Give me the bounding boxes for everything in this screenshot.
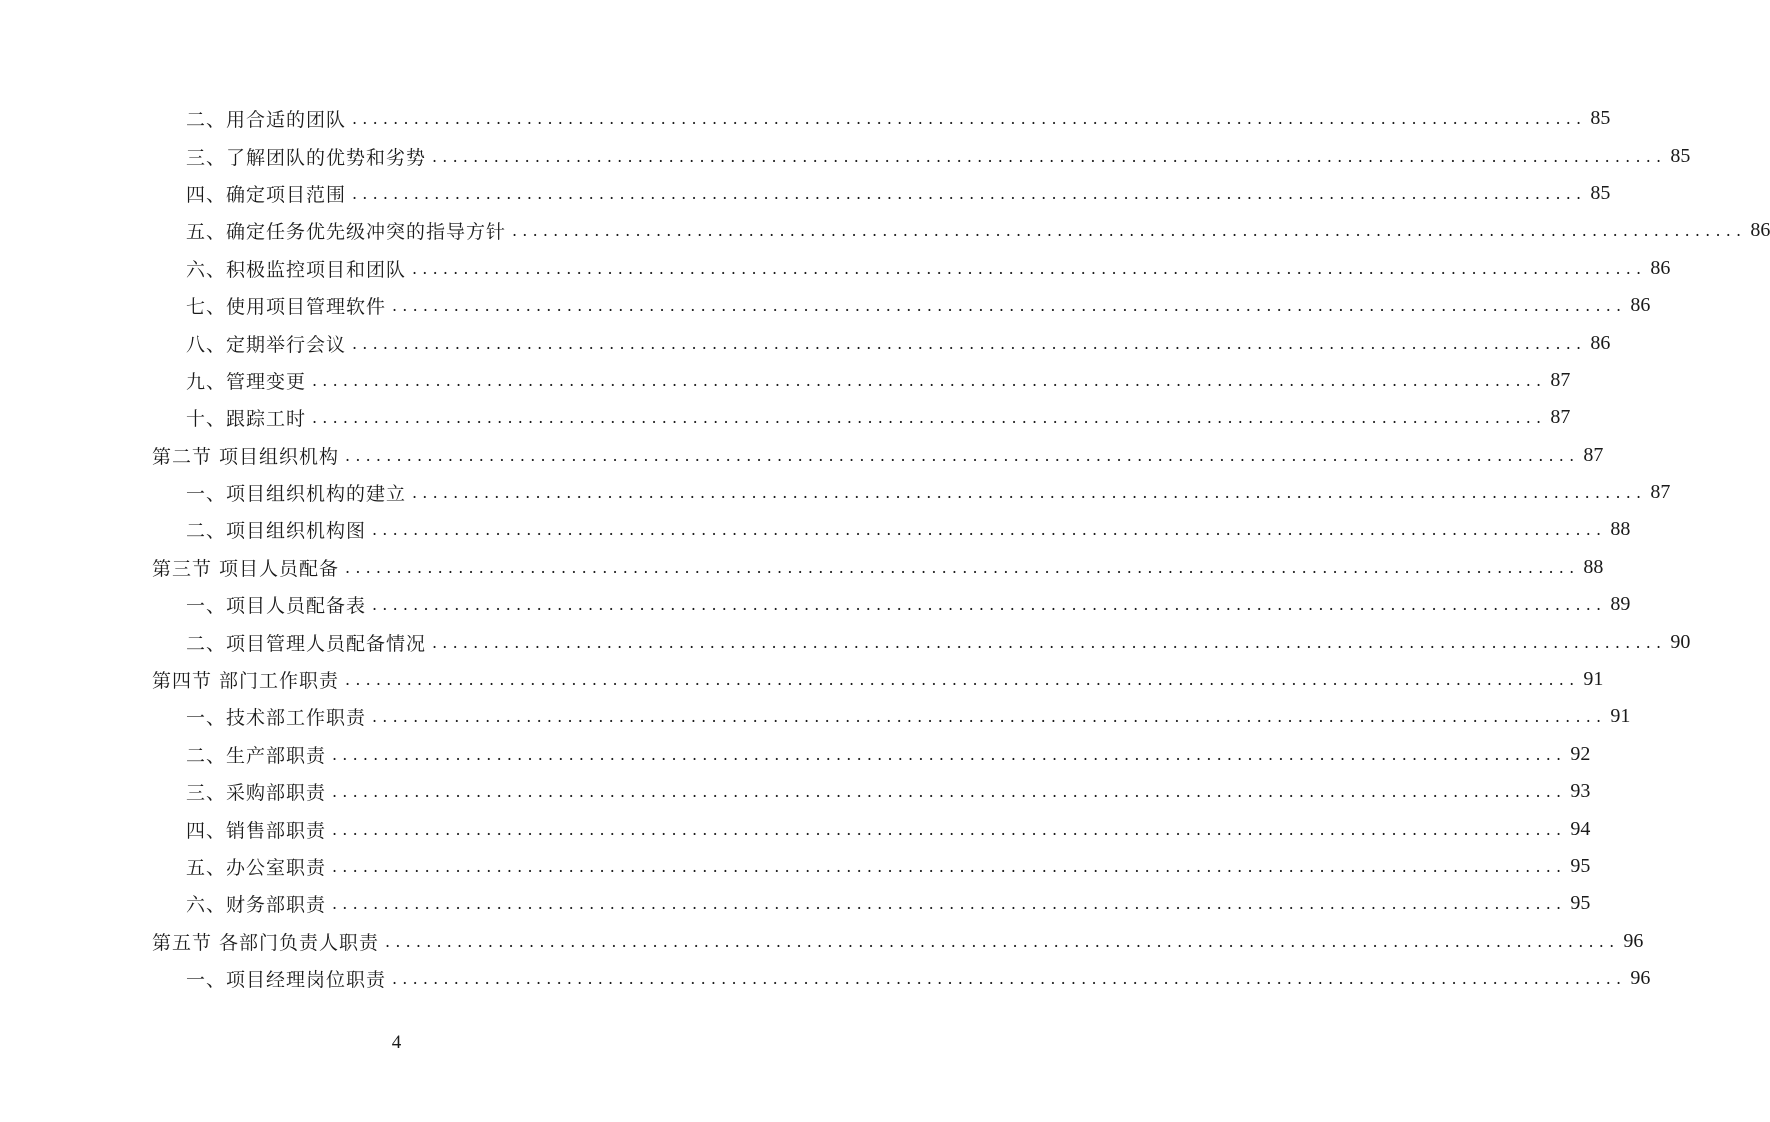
toc-entry-label: 第五节 各部门负责人职责 [152, 931, 380, 954]
toc-entry[interactable] [0, 885, 1591, 922]
toc-dot-leader: ........................................................................................................................ [345, 557, 1580, 577]
toc-dot-leader: ........................................................................................................................ [392, 969, 1627, 989]
toc-entry-label: 四、销售部职责 [186, 819, 327, 842]
toc-entry-page: 85 [1590, 107, 1611, 130]
toc-dot-leader: ........................................................................................................................ [432, 632, 1667, 652]
toc-entry[interactable] [0, 474, 1671, 511]
toc-section-entry[interactable] [0, 923, 1644, 960]
toc-entry-label: 三、了解团队的优势和劣势 [186, 146, 427, 169]
toc-entry-page: 85 [1670, 144, 1691, 167]
toc-entry[interactable] [0, 287, 1651, 324]
toc-entry-label: 七、使用项目管理软件 [186, 296, 387, 319]
toc-dot-leader: ........................................................................................................................ [345, 445, 1580, 465]
toc-entry-page: 94 [1570, 817, 1591, 840]
toc-entry-label: 六、积极监控项目和团队 [186, 258, 407, 281]
toc-section-entry[interactable] [0, 437, 1604, 474]
toc-dot-leader: ........................................................................................................................ [352, 333, 1587, 353]
toc-entry-page: 88 [1583, 555, 1604, 578]
toc-entry-page: 87 [1550, 406, 1571, 429]
toc-entry[interactable] [0, 399, 1571, 436]
toc-entry-page: 88 [1610, 518, 1631, 541]
toc-dot-leader: ........................................................................................................................ [332, 744, 1567, 764]
toc-section-entry[interactable] [0, 661, 1604, 698]
toc-dot-leader: ........................................................................................................................ [432, 146, 1667, 166]
toc-entry-page: 89 [1610, 593, 1631, 616]
toc-dot-leader: ........................................................................................................................ [385, 931, 1620, 951]
toc-entry-page: 86 [1650, 256, 1671, 279]
toc-entry-label: 第二节 项目组织机构 [152, 445, 340, 468]
toc-entry-page: 87 [1550, 368, 1571, 391]
toc-entry-page: 93 [1570, 780, 1591, 803]
toc-entry-label: 五、确定任务优先级冲突的指导方针 [186, 221, 507, 244]
toc-entry-label: 五、办公室职责 [186, 857, 327, 879]
toc-entry-page: 86 [1750, 219, 1770, 242]
toc-entry-label: 第四节 部门工作职责 [152, 670, 340, 693]
toc-entry[interactable] [0, 175, 1611, 212]
toc-dot-leader: ........................................................................................................................ [412, 483, 1647, 503]
toc-entry[interactable] [0, 250, 1671, 287]
toc-entry[interactable] [0, 586, 1631, 623]
toc-entry[interactable] [0, 623, 1691, 660]
toc-entry[interactable] [0, 324, 1611, 361]
toc-entry-label: 二、项目组织机构图 [186, 520, 367, 543]
toc-entry-page: 86 [1590, 331, 1611, 354]
toc-entry[interactable] [0, 810, 1591, 847]
toc-entry-label: 六、财务部职责 [186, 894, 327, 917]
toc-entry-label: 一、项目经理岗位职责 [186, 969, 387, 992]
toc-entry-label: 十、跟踪工时 [186, 408, 307, 431]
toc-entry-label: 第三节 项目人员配备 [152, 557, 340, 580]
toc-section-entry[interactable] [0, 549, 1604, 586]
toc-entry-page: 90 [1670, 630, 1691, 653]
toc-dot-leader: ........................................................................................................................ [352, 109, 1587, 129]
toc-dot-leader: ........................................................................................................................ [352, 183, 1587, 203]
page-number: 4 [391, 1032, 402, 1053]
toc-entry[interactable] [0, 960, 1651, 997]
toc-entry-label: 二、生产部职责 [186, 744, 327, 767]
toc-dot-leader: ........................................................................................................................ [332, 857, 1567, 876]
toc-entry-page: 95 [1570, 855, 1591, 877]
toc-entry-page: 86 [1630, 294, 1651, 317]
toc-dot-leader: ........................................................................................................................ [332, 819, 1567, 839]
toc-dot-leader: ........................................................................................................................ [332, 782, 1567, 802]
toc-dot-leader: ........................................................................................................................ [372, 595, 1607, 615]
toc-entry-label: 一、项目人员配备表 [186, 595, 367, 618]
toc-dot-leader: ........................................................................................................................ [372, 707, 1607, 727]
toc-dot-leader: ........................................................................................................................ [392, 296, 1627, 316]
toc-entry[interactable] [0, 362, 1571, 399]
toc-entry-label: 三、采购部职责 [186, 782, 327, 805]
toc-entry-label: 二、用合适的团队 [186, 109, 347, 132]
toc-dot-leader: ........................................................................................................................ [345, 670, 1580, 690]
toc-entry[interactable] [0, 100, 1611, 137]
toc-entry-page: 87 [1650, 481, 1671, 504]
toc-entry-page: 95 [1570, 892, 1591, 915]
toc-entry-label: 一、技术部工作职责 [186, 707, 367, 730]
toc-entry-page: 91 [1610, 705, 1631, 728]
toc-entry[interactable] [0, 212, 1770, 249]
toc-entry-page: 91 [1583, 668, 1604, 691]
toc-dot-leader: ........................................................................................................................ [312, 370, 1547, 390]
toc-dot-leader: ........................................................................................................................ [512, 221, 1747, 241]
toc-entry-page: 96 [1623, 929, 1644, 952]
toc-entry[interactable] [0, 773, 1591, 810]
toc-entry-label: 四、确定项目范围 [186, 183, 347, 206]
toc-entry-page: 87 [1583, 443, 1604, 466]
toc-dot-leader: ........................................................................................................................ [372, 520, 1607, 540]
toc-dot-leader: ........................................................................................................................ [332, 894, 1567, 914]
toc-entry[interactable] [0, 736, 1591, 773]
toc-entry-page: 96 [1630, 967, 1651, 990]
toc-entry-label: 九、管理变更 [186, 370, 307, 393]
toc-entry-page: 92 [1570, 742, 1591, 765]
toc-entry-label: 二、项目管理人员配备情况 [186, 632, 427, 655]
toc-entry[interactable] [0, 137, 1691, 174]
toc-entry-label: 一、项目组织机构的建立 [186, 483, 407, 506]
toc-entry[interactable] [0, 848, 1591, 885]
toc-entry[interactable] [0, 698, 1631, 735]
toc-entry-label: 八、定期举行会议 [186, 333, 347, 356]
toc-entry[interactable] [0, 511, 1631, 548]
toc-entry-page: 85 [1590, 181, 1611, 204]
table-of-contents [0, 100, 1770, 997]
toc-dot-leader: ........................................................................................................................ [312, 408, 1547, 428]
toc-dot-leader: ........................................................................................................................ [412, 258, 1647, 278]
